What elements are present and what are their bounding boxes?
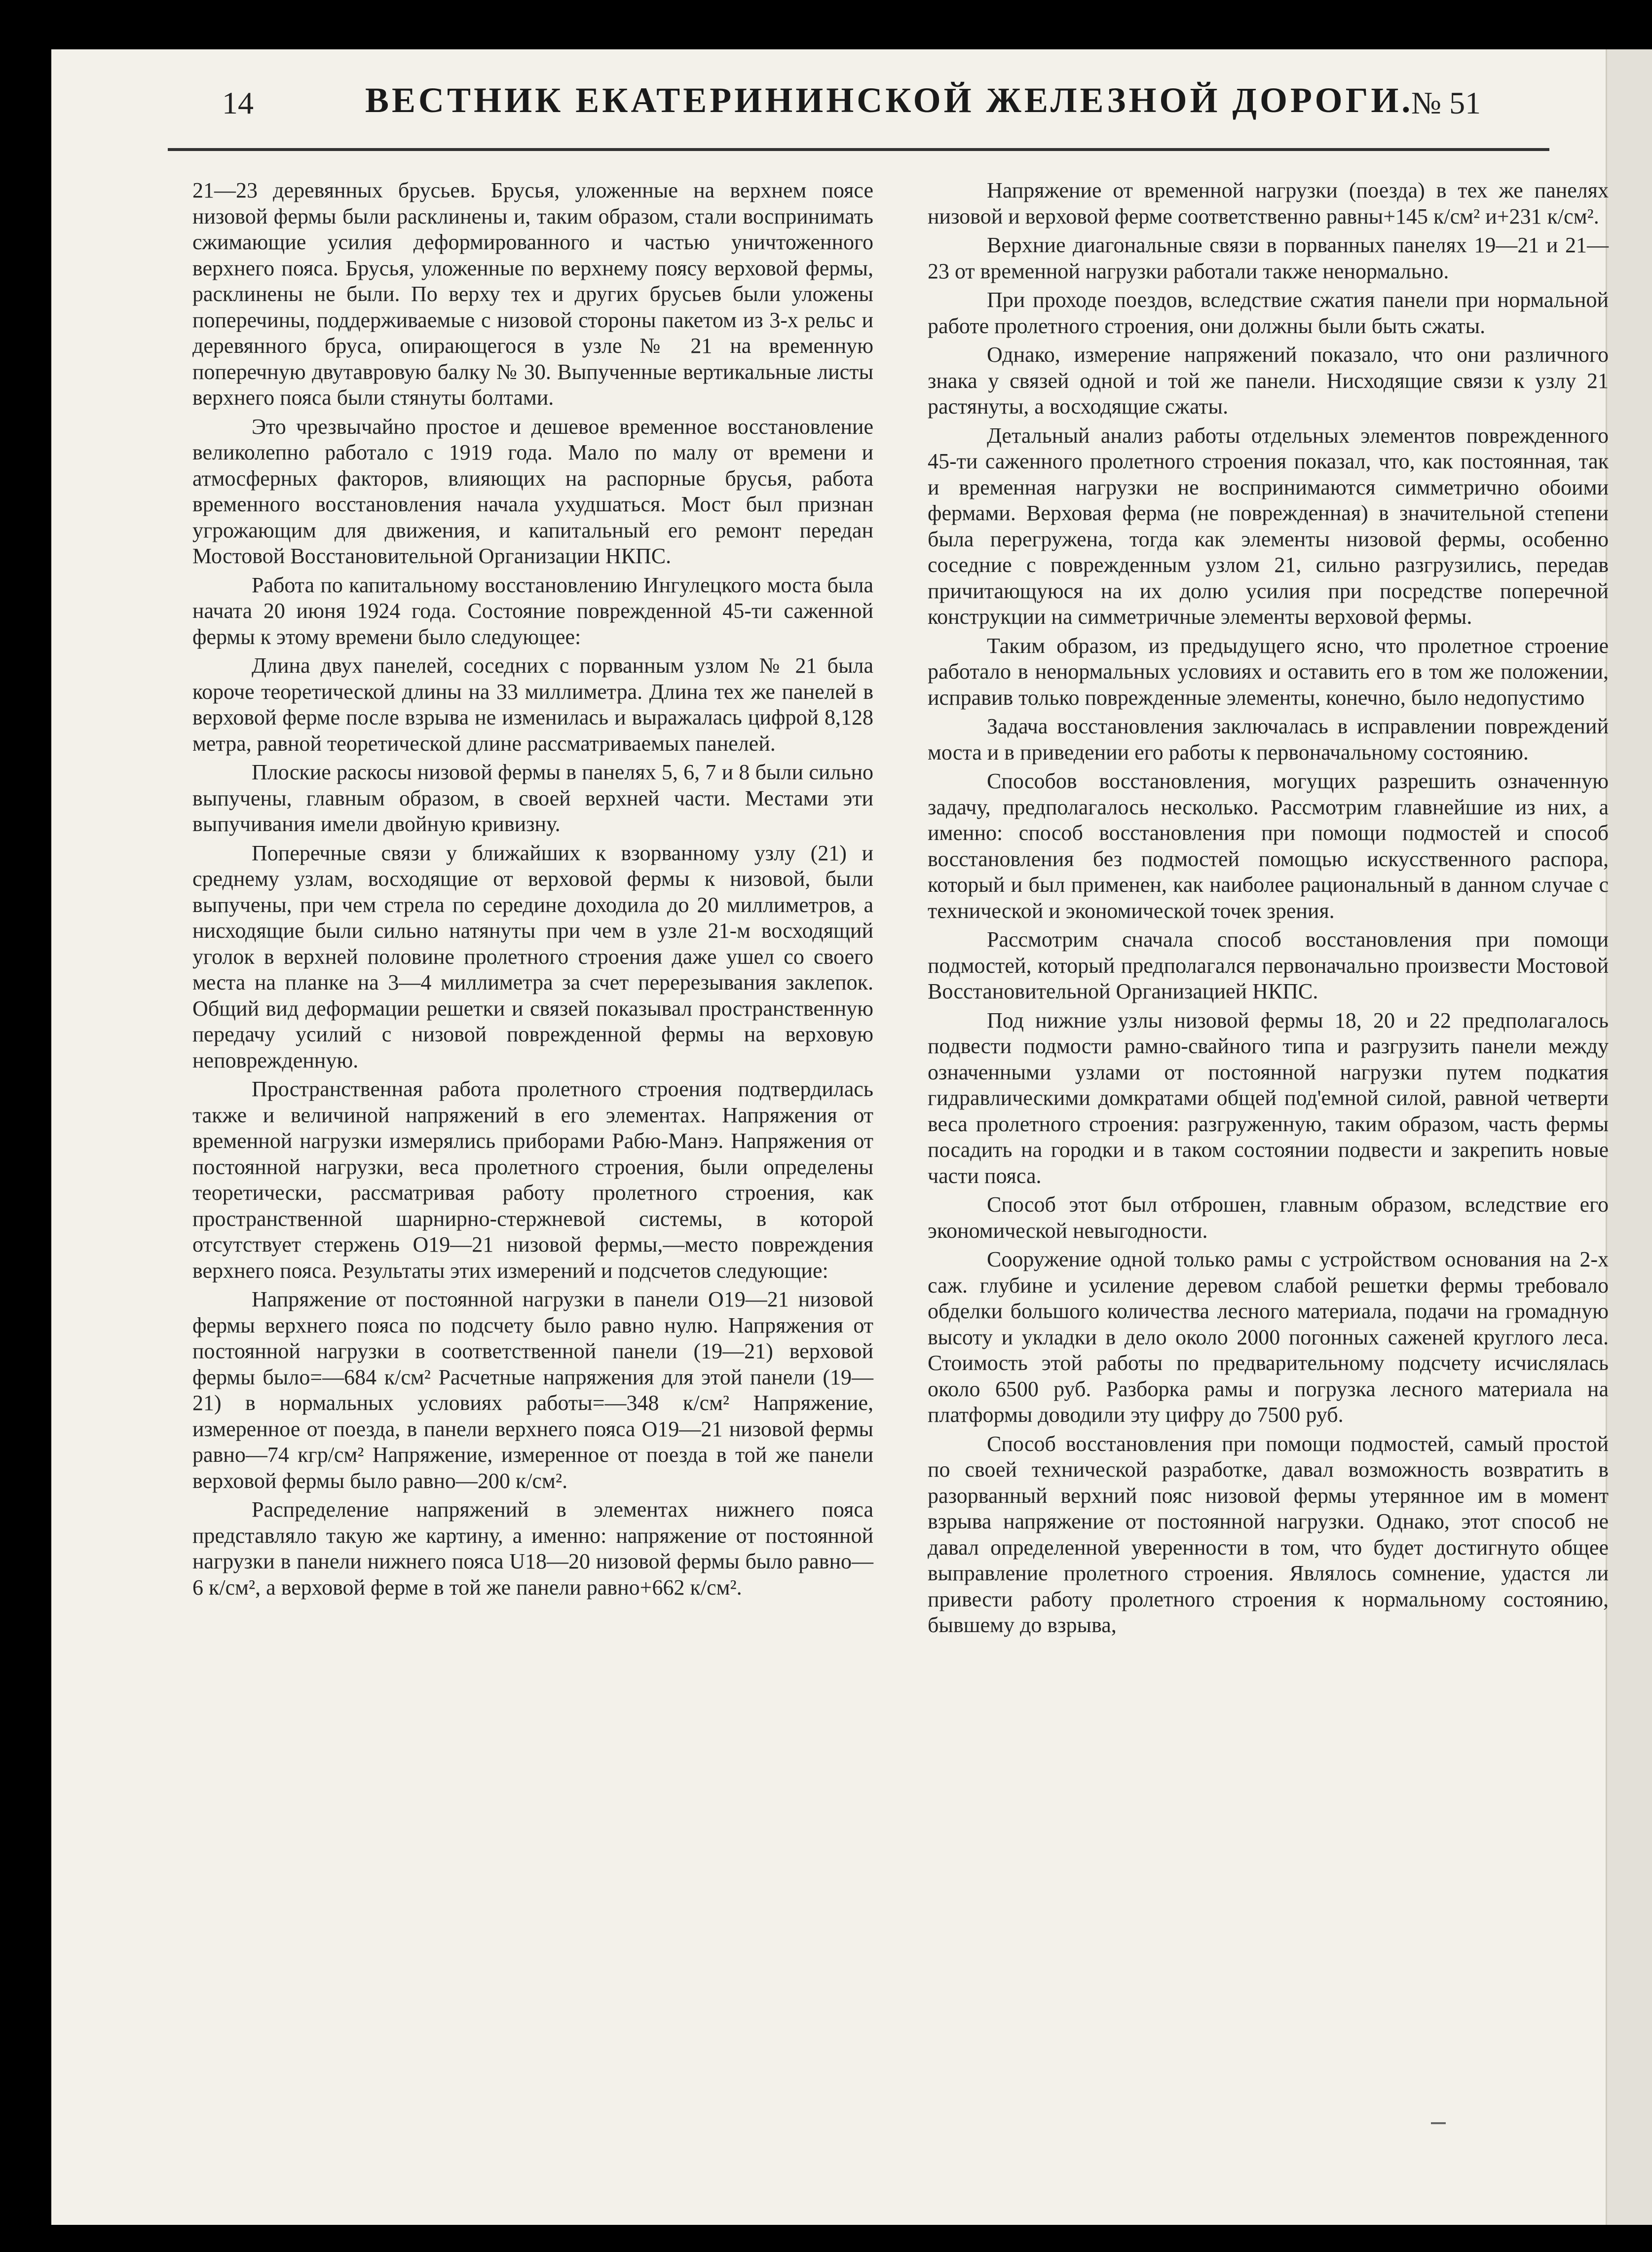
paragraph: Верхние диагональные связи в порванных панелях 19—21 и 21—23 от временной нагрузки работали также ненормально. (928, 233, 1609, 283)
header-rule (168, 148, 1549, 151)
paragraph: Напряжение от постоянной нагрузки в панели O19—21 низовой фермы верхнего пояса по подсчету было равно нулю. Напряжения от постоянной нагрузки в соответственной панели (19—21) верховой фермы было=—684 к/см² Расчетные напряжения для этой панели (19—21) в нормальных условиях работы=—348 к/см² Напряжение, измеренное от поезда, в панели верхнего пояса O19—21 низовой фермы равно—74 кгр/см² Напряжение, измеренное от поезда в той же панели верховой фермы было равно—200 к/см². (192, 1287, 873, 1493)
paragraph: Таким образом, из предыдущего ясно, что пролетное строение работало в ненормальных условиях и оставить его в том же положении, исправив только поврежденные элементы, конечно, было недопустимо (928, 633, 1609, 710)
right-column (928, 178, 1609, 1641)
issue-number: № 51 (1411, 85, 1481, 120)
paragraph: Способ этот был отброшен, главным образом, вследствие его экономической невыгодности. (928, 1192, 1609, 1243)
footer-dash (1431, 2122, 1446, 2124)
paragraph: Способов восстановления, могущих разрешить означенную задачу, предполагалось несколько. Рассмотрим главнейшие из них, а именно: способ восстановления при помощи подмостей и способ восстановления без подмостей помощью искусственного распора, который и был применен, как наиболее рациональный в данном случае с технической и экономической точек зрения. (928, 769, 1609, 923)
paragraph: Сооружение одной только рамы с устройством основания на 2-х саж. глубине и усиление деревом слабой решетки фермы требовало обделки большого количества лесного материала, подачи на громадную высоту и укладки в дело около 2000 погонных саженей круглого леса. Стоимость этой работы по предварительному подсчету исчислялась около 6500 руб. Разборка рамы и погрузка лесного материала на платформы доводили эту цифру до 7500 руб. (928, 1247, 1609, 1427)
paragraph: Детальный анализ работы отдельных элементов поврежденного 45-ти саженного пролетного строения показал, что, как постоянная, так и временная нагрузки не воспринимаются симметрично обоими фермами. Верховая ферма (не поврежденная) в значительной степени была перегружена, тогда как элементы низовой фермы, особенно соседние с поврежденным узлом 21, сильно разгрузились, передав причитающуюся на их долю усилия при посредстве поперечной конструкции на симметричные элементы верховой фермы. (928, 423, 1609, 629)
paragraph: Способ восстановления при помощи подмостей, самый простой по своей технической разработке, давал возможность возвратить в разорванный верхний пояс низовой фермы утерянное им в момент взрыва напряжение от постоянной нагрузки. Однако, этот способ не давал определенной уверенности в том, что будет достигнуто общее выправление пролетного строения. Являлось сомнение, удастся ли привести работу пролетного строения к нормальному состоянию, бывшему до взрыва, (928, 1431, 1609, 1637)
paragraph: Напряжение от временной нагрузки (поезда) в тех же панелях низовой и верховой ферме соответственно равны+145 к/см² и+231 к/см². (928, 178, 1609, 229)
paragraph: Распределение напряжений в элементах нижнего пояса представляло такую же картину, а именно: напряжение от постоянной нагрузки в панели нижнего пояса U18—20 низовой фермы было равно—6 к/см², а верховой ферме в той же панели равно+662 к/см². (192, 1497, 873, 1600)
paragraph: Это чрезвычайно простое и дешевое временное восстановление великолепно работало с 1919 года. Мало по малу от времени и атмосферных факторов, влияющих на распорные брусья, работа временного восстановления начала ухудшаться. Мост был признан угрожающим для движения, и капитальный его ремонт передан Мостовой Восстановительной Организации НКПС. (192, 414, 873, 568)
journal-title: ВЕСТНИК ЕКАТЕРИНИНСКОЙ ЖЕЛЕЗНОЙ ДОРОГИ. (365, 80, 1414, 120)
paragraph: Работа по капитальному восстановлению Ингулецкого моста была начата 20 июня 1924 года. Состояние поврежденной 45-ти саженной фермы к этому времени было следующее: (192, 573, 873, 649)
paragraph: Пространственная работа пролетного строения подтвердилась также и величиной напряжений в его элементах. Напряжения от временной нагрузки измерялись приборами Рабю-Манэ. Напряжения от постоянной нагрузки, веса пролетного строения, были определены теоретически, рассматривая работу пролетного строения, как пространственной шарнирно-стержневой системы, в которой отсутствует стержень O19—21 низовой фермы,—место повреждения верхнего пояса. Результаты этих измерений и подсчетов следующие: (192, 1077, 873, 1283)
paragraph: Плоские раскосы низовой фермы в панелях 5, 6, 7 и 8 были сильно выпучены, главным образом, в своей верхней части. Местами эти выпучивания имели двойную кривизну. (192, 760, 873, 836)
paragraph: Однако, измерение напряжений показало, что они различного знака у связей одной и той же панели. Нисходящие связи к узлу 21 растянуты, а восходящие сжаты. (928, 343, 1609, 419)
paragraph: Задача восстановления заключалась в исправлении повреждений моста и в приведении его работы к первоначальному состоянию. (928, 714, 1609, 764)
page-header (168, 74, 1549, 128)
paragraph: Рассмотрим сначала способ восстановления при помощи подмостей, который предполагался первоначально произвести Мостовой Восстановительной Организацией НКПС. (928, 927, 1609, 1003)
paragraph: 21—23 деревянных брусьев. Брусья, уложенные на верхнем поясе низовой фермы были расклинены и, таким образом, стали воспринимать сжимающие усилия деформированного и частью уничтоженного верхнего пояса. Брусья, уложенные по верхнему поясу верховой фермы, расклинены не были. По верху тех и других брусьев были уложены поперечины, поддерживаемые с низовой стороны пакетом из 3-х рельс и деревянного бруса, опирающегося в узле № 21 на временную поперечную двутавровую балку № 30. Выпученные вертикальные листы верхнего пояса были стянуты болтами. (192, 178, 873, 410)
page-number: 14 (222, 85, 254, 120)
paragraph: Поперечные связи у ближайших к взорванному узлу (21) и среднему узлам, восходящие от верховой фермы к низовой, были выпучены, при чем стрела по середине доходила до 20 миллиметров, а нисходящие были сильно натянуты при чем в узле 21-м восходящий уголок в верхней половине пролетного строения даже ушел со своего места на планке на 3—4 миллиметра за счет перерезывания заклепок. Общий вид деформации решетки и связей показывал пространственную передачу усилий с низовой поврежденной фермы на верховую неповрежденную. (192, 840, 873, 1072)
left-column (192, 178, 873, 1603)
adjacent-page-edge (1606, 49, 1652, 2225)
paragraph: При проходе поездов, вследствие сжатия панели при нормальной работе пролетного строения, они должны были быть сжаты. (928, 288, 1609, 338)
paragraph: Под нижние узлы низовой фермы 18, 20 и 22 предполагалось подвести подмости рамно-свайного типа и разгрузить панели между означенными узлами от постоянной нагрузки путем подкатия гидравлическими домкратами общей под'емной силой, равной четверти веса пролетного строения: разгруженную, таким образом, часть фермы посадить на городки и в таком состоянии подвести и закрепить новые части пояса. (928, 1008, 1609, 1188)
paragraph: Длина двух панелей, соседних с порванным узлом № 21 была короче теоретической длины на 33 миллиметра. Длина тех же панелей в верховой ферме после взрыва не изменилась и выражалась цифрой 8,128 метра, равной теоретической длине рассматриваемых панелей. (192, 653, 873, 756)
